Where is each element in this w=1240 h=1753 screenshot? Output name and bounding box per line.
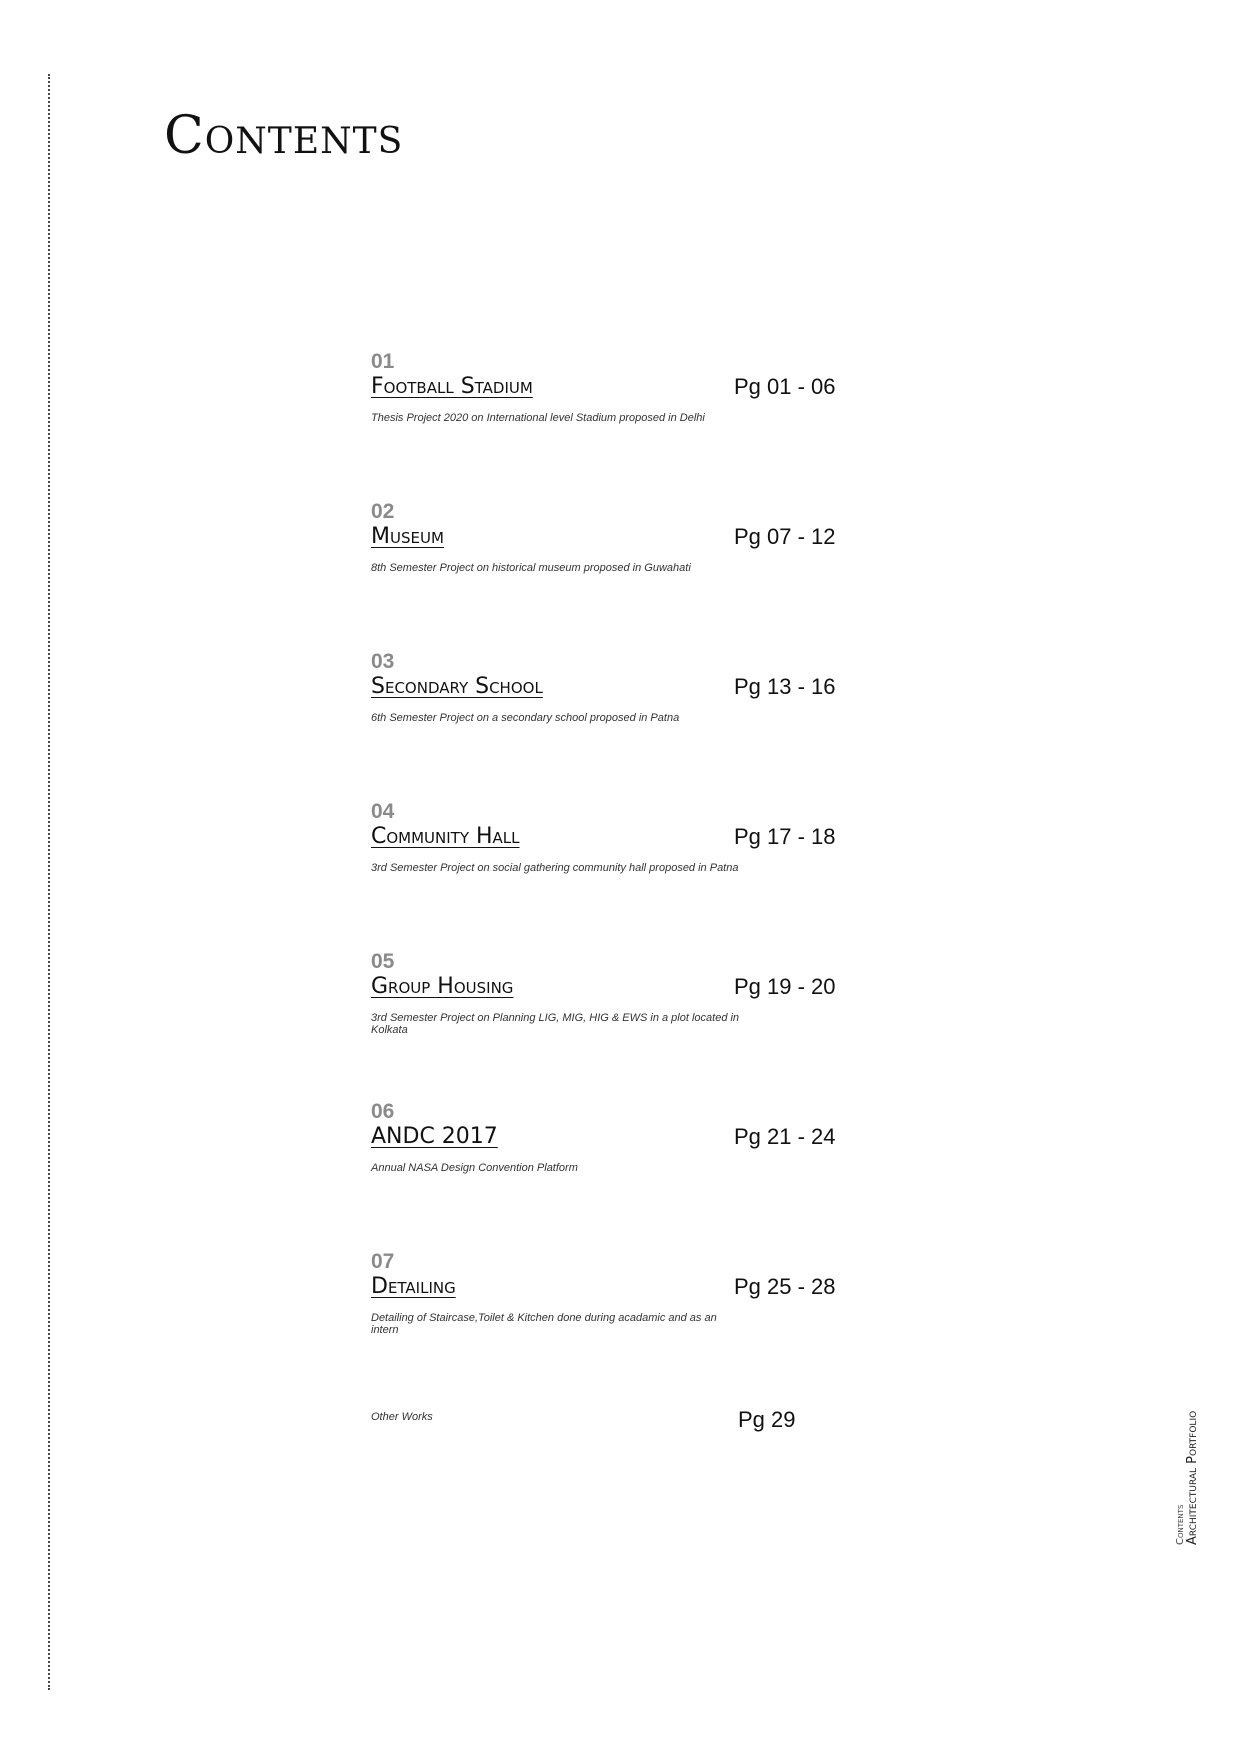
entry-page-range: Pg 21 - 24 xyxy=(734,1124,836,1149)
entry-page-range: Pg 07 - 12 xyxy=(734,524,836,549)
toc-entry[interactable] xyxy=(371,500,891,650)
entry-title[interactable]: Detailing xyxy=(371,1274,456,1299)
entry-number: 02 xyxy=(371,500,395,523)
toc-entry[interactable] xyxy=(371,1100,891,1250)
toc-entry[interactable] xyxy=(371,800,891,950)
entry-description: 6th Semester Project on a secondary school proposed in Patna xyxy=(371,712,680,724)
other-works-entry[interactable] xyxy=(371,1405,891,1445)
entry-page-range: Pg 13 - 16 xyxy=(734,674,836,699)
entry-title[interactable]: Secondary School xyxy=(371,674,543,699)
entry-title[interactable]: Museum xyxy=(371,524,444,549)
footer-portfolio-name: Architectural Portfolio xyxy=(1185,1410,1200,1545)
entry-title[interactable]: Group Housing xyxy=(371,974,514,999)
table-of-contents xyxy=(371,350,891,1400)
toc-entry[interactable] xyxy=(371,950,891,1100)
entry-page-range: Pg 25 - 28 xyxy=(734,1274,836,1299)
entry-number: 04 xyxy=(371,800,395,823)
entry-page-range: Pg 19 - 20 xyxy=(734,974,836,999)
entry-description: 8th Semester Project on historical museum proposed in Guwahati xyxy=(371,562,691,574)
dotted-margin-rule xyxy=(48,74,50,1690)
entry-page-range: Pg 17 - 18 xyxy=(734,824,836,849)
entry-description: Thesis Project 2020 on International level Stadium proposed in Delhi xyxy=(371,412,705,424)
toc-entry[interactable] xyxy=(371,1250,891,1400)
entry-description: 3rd Semester Project on Planning LIG, MIG, HIG & EWS in a plot located in Kolkata xyxy=(371,1012,740,1036)
entry-title[interactable]: Community Hall xyxy=(371,824,520,849)
entry-description: 3rd Semester Project on social gathering community hall proposed in Patna xyxy=(371,862,739,874)
entry-description: Detailing of Staircase,Toilet & Kitchen done during acadamic and as an intern xyxy=(371,1312,717,1336)
other-works-page: Pg 29 xyxy=(738,1407,796,1432)
toc-entry[interactable] xyxy=(371,650,891,800)
entry-number: 01 xyxy=(371,350,395,373)
entry-title[interactable]: ANDC 2017 xyxy=(371,1124,498,1149)
entry-title[interactable]: Football Stadium xyxy=(371,374,533,399)
entry-number: 05 xyxy=(371,950,395,973)
page-title: Contents xyxy=(164,106,404,166)
entry-number: 06 xyxy=(371,1100,395,1123)
other-works-label: Other Works xyxy=(371,1411,433,1423)
entry-number: 07 xyxy=(371,1250,395,1273)
footer-section-name: Contents xyxy=(1175,1504,1186,1545)
entry-page-range: Pg 01 - 06 xyxy=(734,374,836,399)
toc-entry[interactable] xyxy=(371,350,891,500)
entry-number: 03 xyxy=(371,650,395,673)
vertical-footer-label xyxy=(1176,1411,1199,1545)
entry-description: Annual NASA Design Convention Platform xyxy=(371,1162,578,1174)
